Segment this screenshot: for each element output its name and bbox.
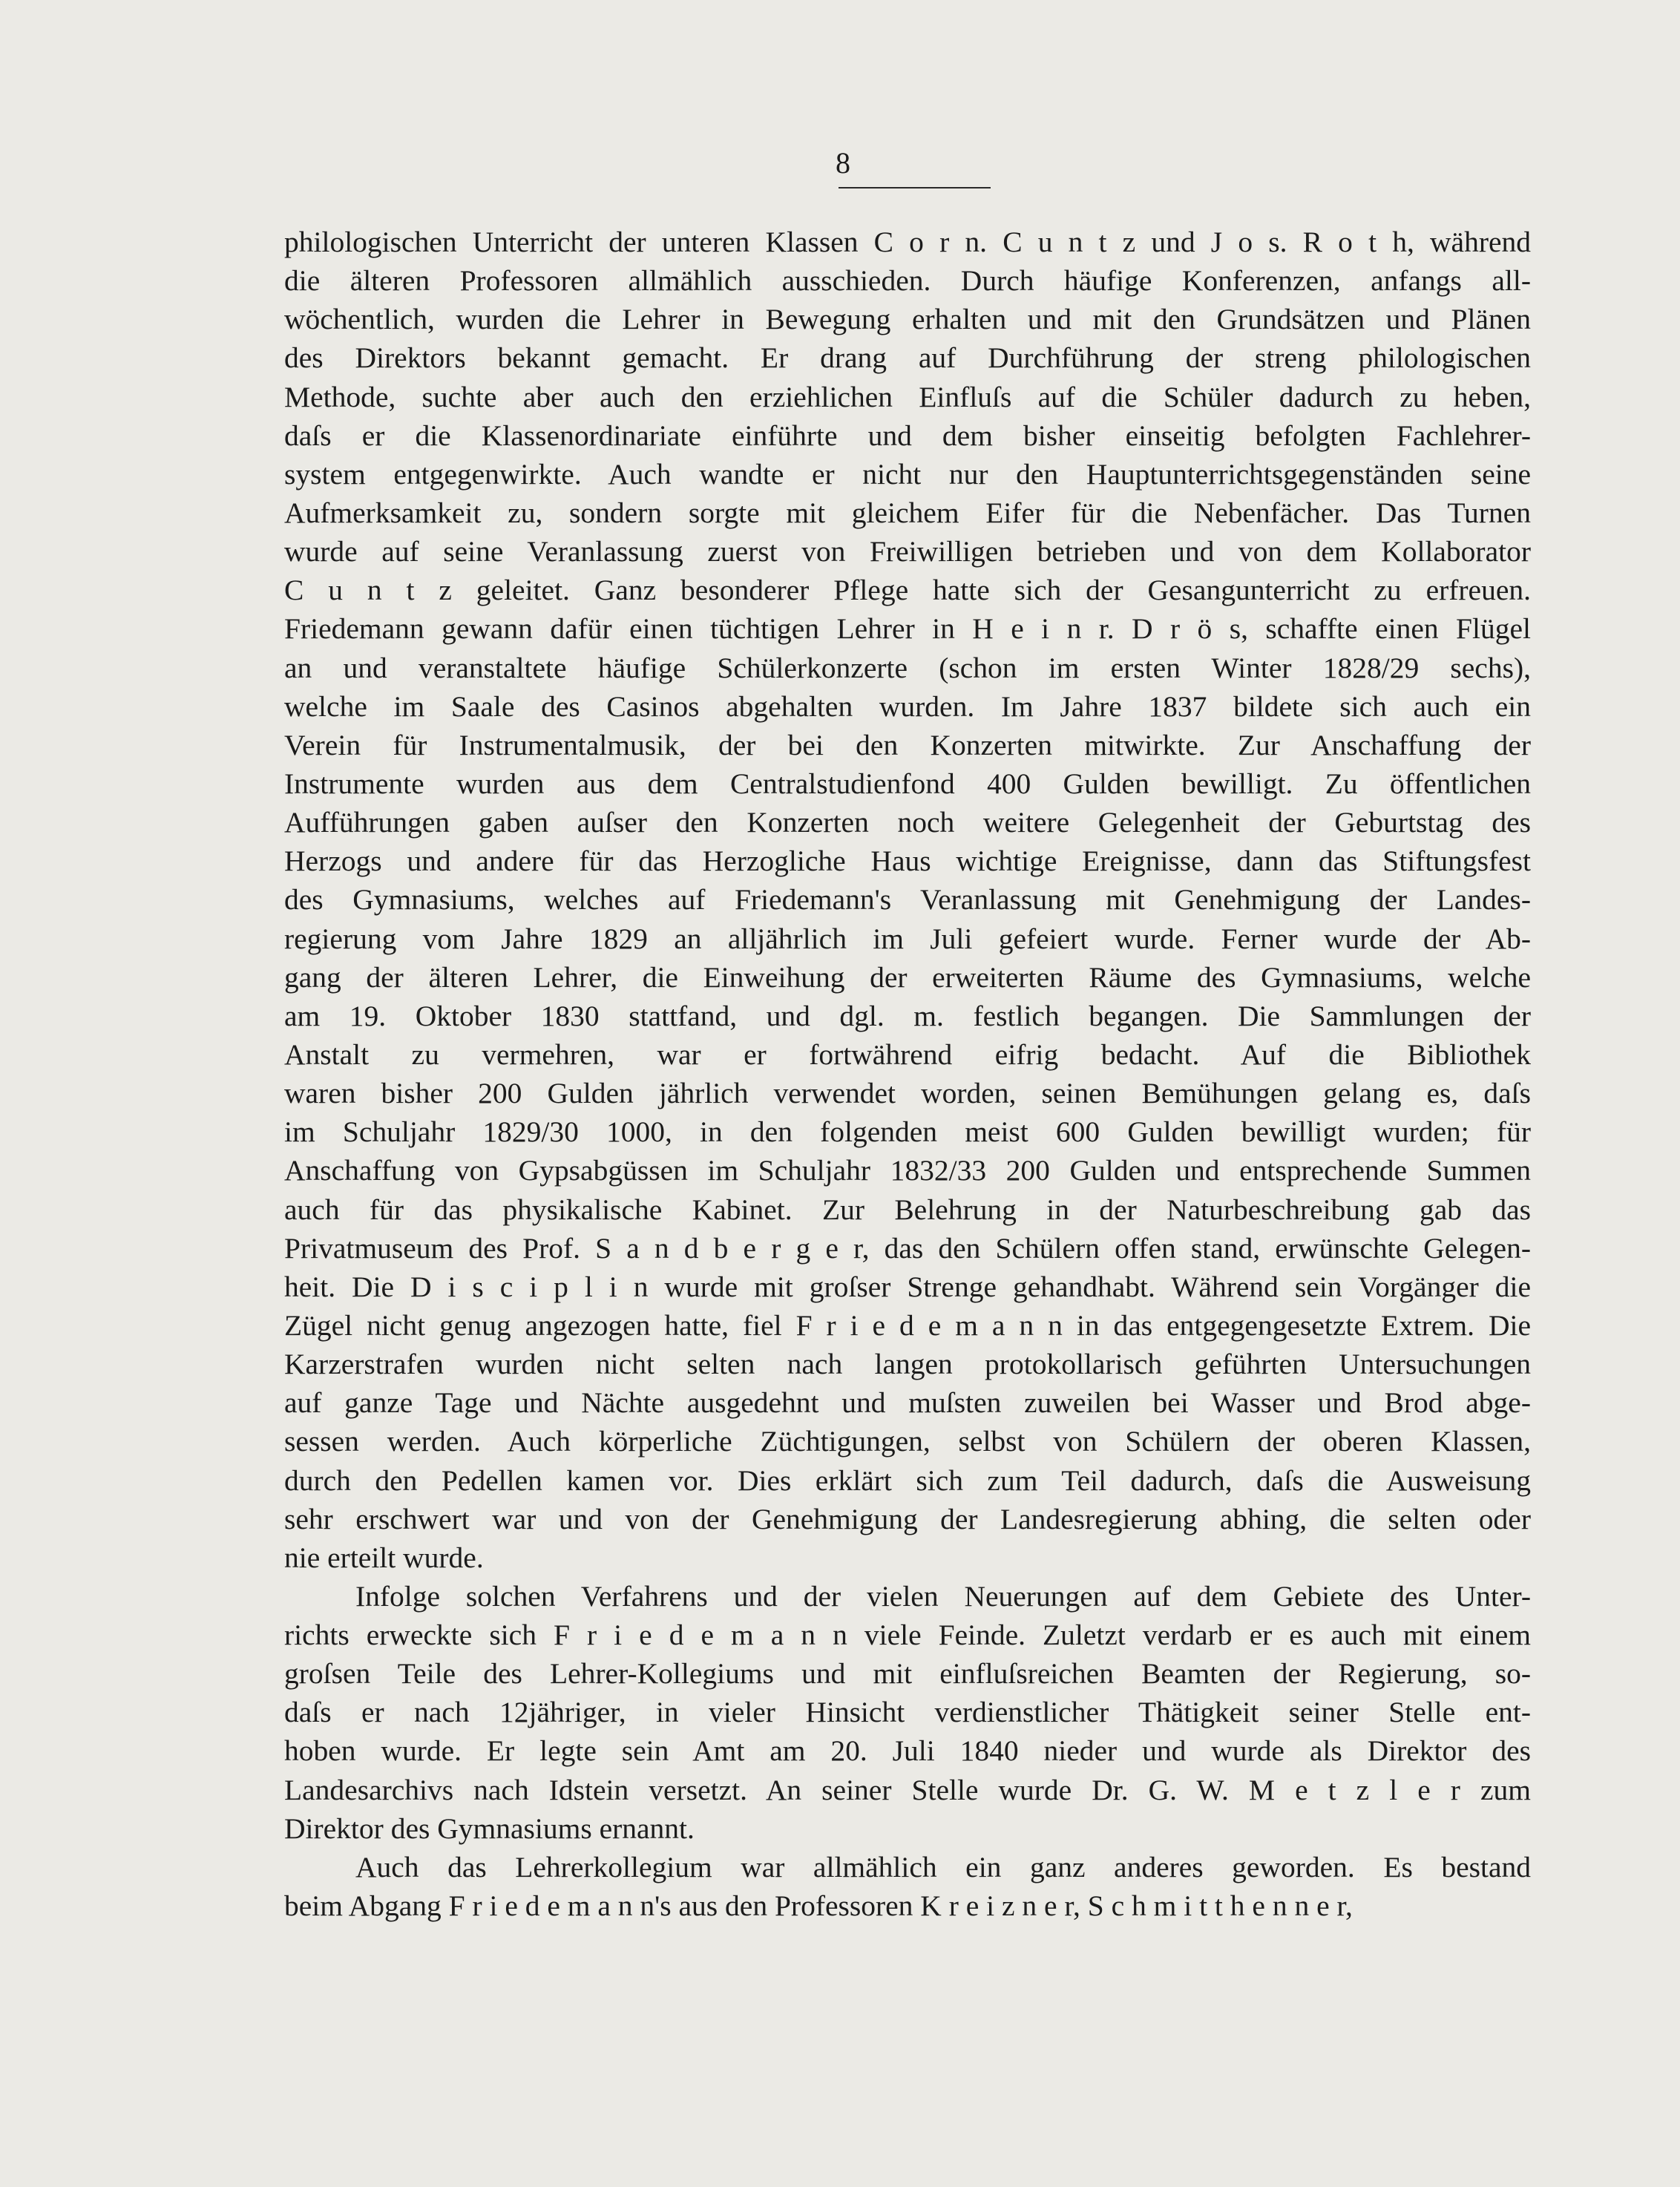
text-line: im Schuljahr 1829/30 1000, in den folgenden meist 600 Gulden bewilligt wurden; für — [284, 1115, 1531, 1149]
text-line: nie erteilt wurde. — [284, 1541, 484, 1574]
text-line: auf ganze Tage und Nächte ausgedehnt und muſsten zuweilen bei Wasser und Brod abge- — [284, 1386, 1531, 1420]
text-line: heit. Die D i s c i p l i n wurde mit groſser Strenge gehandhabt. Während sein Vorgänger die — [284, 1270, 1531, 1303]
text-line: system entgegenwirkte. Auch wandte er nicht nur den Hauptunterrichtsgegenständen seine — [284, 457, 1531, 491]
text-line: Aufmerksamkeit zu, sondern sorgte mit gleichem Eifer für die Nebenfächer. Das Turnen — [284, 496, 1531, 529]
page-number: 8 — [836, 146, 850, 180]
text-line: Verein für Instrumentalmusik, der bei den Konzerten mitwirkte. Zur Anschaffung der — [284, 728, 1531, 761]
text-line: waren bisher 200 Gulden jährlich verwendet worden, seinen Bemühungen gelang es, daſs — [284, 1077, 1531, 1110]
text-line: gang der älteren Lehrer, die Einweihung der erweiterten Räume des Gymnasiums, welche — [284, 960, 1531, 994]
paragraph — [284, 1577, 1531, 1848]
text-line: groſsen Teile des Lehrer-Kollegiums und mit einfluſsreichen Beamten der Regierung, so- — [284, 1657, 1531, 1691]
text-line: Infolge solchen Verfahrens und der vielen Neuerungen auf dem Gebiete des Unter- — [355, 1579, 1531, 1613]
text-line: Aufführungen gaben auſser den Konzerten noch weitere Gelegenheit der Geburtstag des — [284, 806, 1531, 839]
text-line: Zügel nicht genug angezogen hatte, fiel F r i e d e m a n n in das entgegengesetzte Extrem. Die — [284, 1308, 1531, 1342]
body-text — [284, 223, 1531, 1925]
paragraph — [284, 223, 1531, 1577]
text-line: daſs er nach 12jähriger, in vieler Hinsicht verdienstlicher Thätigkeit seiner Stelle ent- — [284, 1696, 1531, 1729]
text-line: Auch das Lehrerkollegium war allmählich ein ganz anderes geworden. Es bestand — [355, 1850, 1531, 1883]
text-line: C u n t z geleitet. Ganz besonderer Pflege hatte sich der Gesangunterricht zu erfreuen. — [284, 574, 1531, 607]
text-line: philologischen Unterricht der unteren Klassen C o r n. C u n t z und J o s. R o t h, während — [284, 226, 1531, 258]
text-line: Direktor des Gymnasiums ernannt. — [284, 1811, 695, 1845]
text-line: Instrumente wurden aus dem Centralstudienfond 400 Gulden bewilligt. Zu öffentlichen — [284, 767, 1531, 800]
text-line: Karzerstrafen wurden nicht selten nach langen protokollarisch geführten Untersuchungen — [284, 1348, 1531, 1381]
text-line: Anschaffung von Gypsabgüssen im Schuljahr 1832/33 200 Gulden und entsprechende Summen — [284, 1154, 1531, 1187]
text-line: Anstalt zu vermehren, war er fortwährend eifrig bedacht. Auf die Bibliothek — [284, 1037, 1531, 1071]
text-line: daſs er die Klassenordinariate einführte und dem bisher einseitig befolgten Fachlehrer- — [284, 419, 1531, 452]
text-line: welche im Saale des Casinos abgehalten wurden. Im Jahre 1837 bildete sich auch ein — [284, 689, 1531, 723]
text-line: Friedemann gewann dafür einen tüchtigen Lehrer in H e i n r. D r ö s, schaffte einen Flügel — [284, 612, 1531, 646]
text-line: wurde auf seine Veranlassung zuerst von Freiwilligen betrieben und von dem Kollaborator — [284, 535, 1531, 568]
text-line: Landesarchivs nach Idstein versetzt. An seiner Stelle wurde Dr. G. W. M e t z l e r zum — [284, 1773, 1531, 1806]
page-header — [0, 147, 1680, 180]
text-line: regierung vom Jahre 1829 an alljährlich im Juli gefeiert wurde. Ferner wurde der Ab- — [284, 922, 1531, 955]
text-line: des Direktors bekannt gemacht. Er drang auf Durchführung der streng philologischen — [284, 341, 1531, 375]
text-line: hoben wurde. Er legte sein Amt am 20. Juli 1840 nieder und wurde als Direktor des — [284, 1734, 1531, 1768]
text-line: Methode, suchte aber auch den erziehlichen Einfluſs auf die Schüler dadurch zu heben, — [284, 380, 1531, 413]
text-line: beim Abgang F r i e d e m a n n's aus den Professoren K r e i z n e r, S c h m i t t h e n n e r, — [284, 1889, 1353, 1923]
text-line: am 19. Oktober 1830 stattfand, und dgl. m. festlich begangen. Die Sammlungen der — [284, 999, 1531, 1032]
text-line: sessen werden. Auch körperliche Züchtigungen, selbst von Schülern der oberen Klassen, — [284, 1425, 1531, 1458]
text-line: Privatmuseum des Prof. S a n d b e r g e r, das den Schülern offen stand, erwünschte Gelegen- — [284, 1231, 1531, 1265]
text-line: an und veranstaltete häufige Schülerkonzerte (schon im ersten Winter 1828/29 sechs), — [284, 651, 1531, 684]
text-line: richts erweckte sich F r i e d e m a n n viele Feinde. Zuletzt verdarb er es auch mit einem — [284, 1619, 1531, 1652]
text-line: des Gymnasiums, welches auf Friedemann's Veranlassung mit Genehmigung der Landes- — [284, 883, 1531, 917]
text-line: sehr erschwert war und von der Genehmigung der Landesregierung abhing, die selten oder — [284, 1502, 1531, 1535]
text-line: die älteren Professoren allmählich ausschieden. Durch häufige Konferenzen, anfangs all- — [284, 264, 1531, 298]
paragraph — [284, 1848, 1531, 1925]
text-line: auch für das physikalische Kabinet. Zur Belehrung in der Naturbeschreibung gab das — [284, 1193, 1531, 1226]
text-line: durch den Pedellen kamen vor. Dies erklärt sich zum Teil dadurch, daſs die Ausweisung — [284, 1463, 1531, 1497]
text-line: Herzogs und andere für das Herzogliche Haus wichtige Ereignisse, dann das Stiftungsfest — [284, 845, 1531, 878]
text-line: wöchentlich, wurden die Lehrer in Bewegung erhalten und mit den Grundsätzen und Plänen — [284, 303, 1531, 336]
header-rule — [839, 187, 991, 188]
